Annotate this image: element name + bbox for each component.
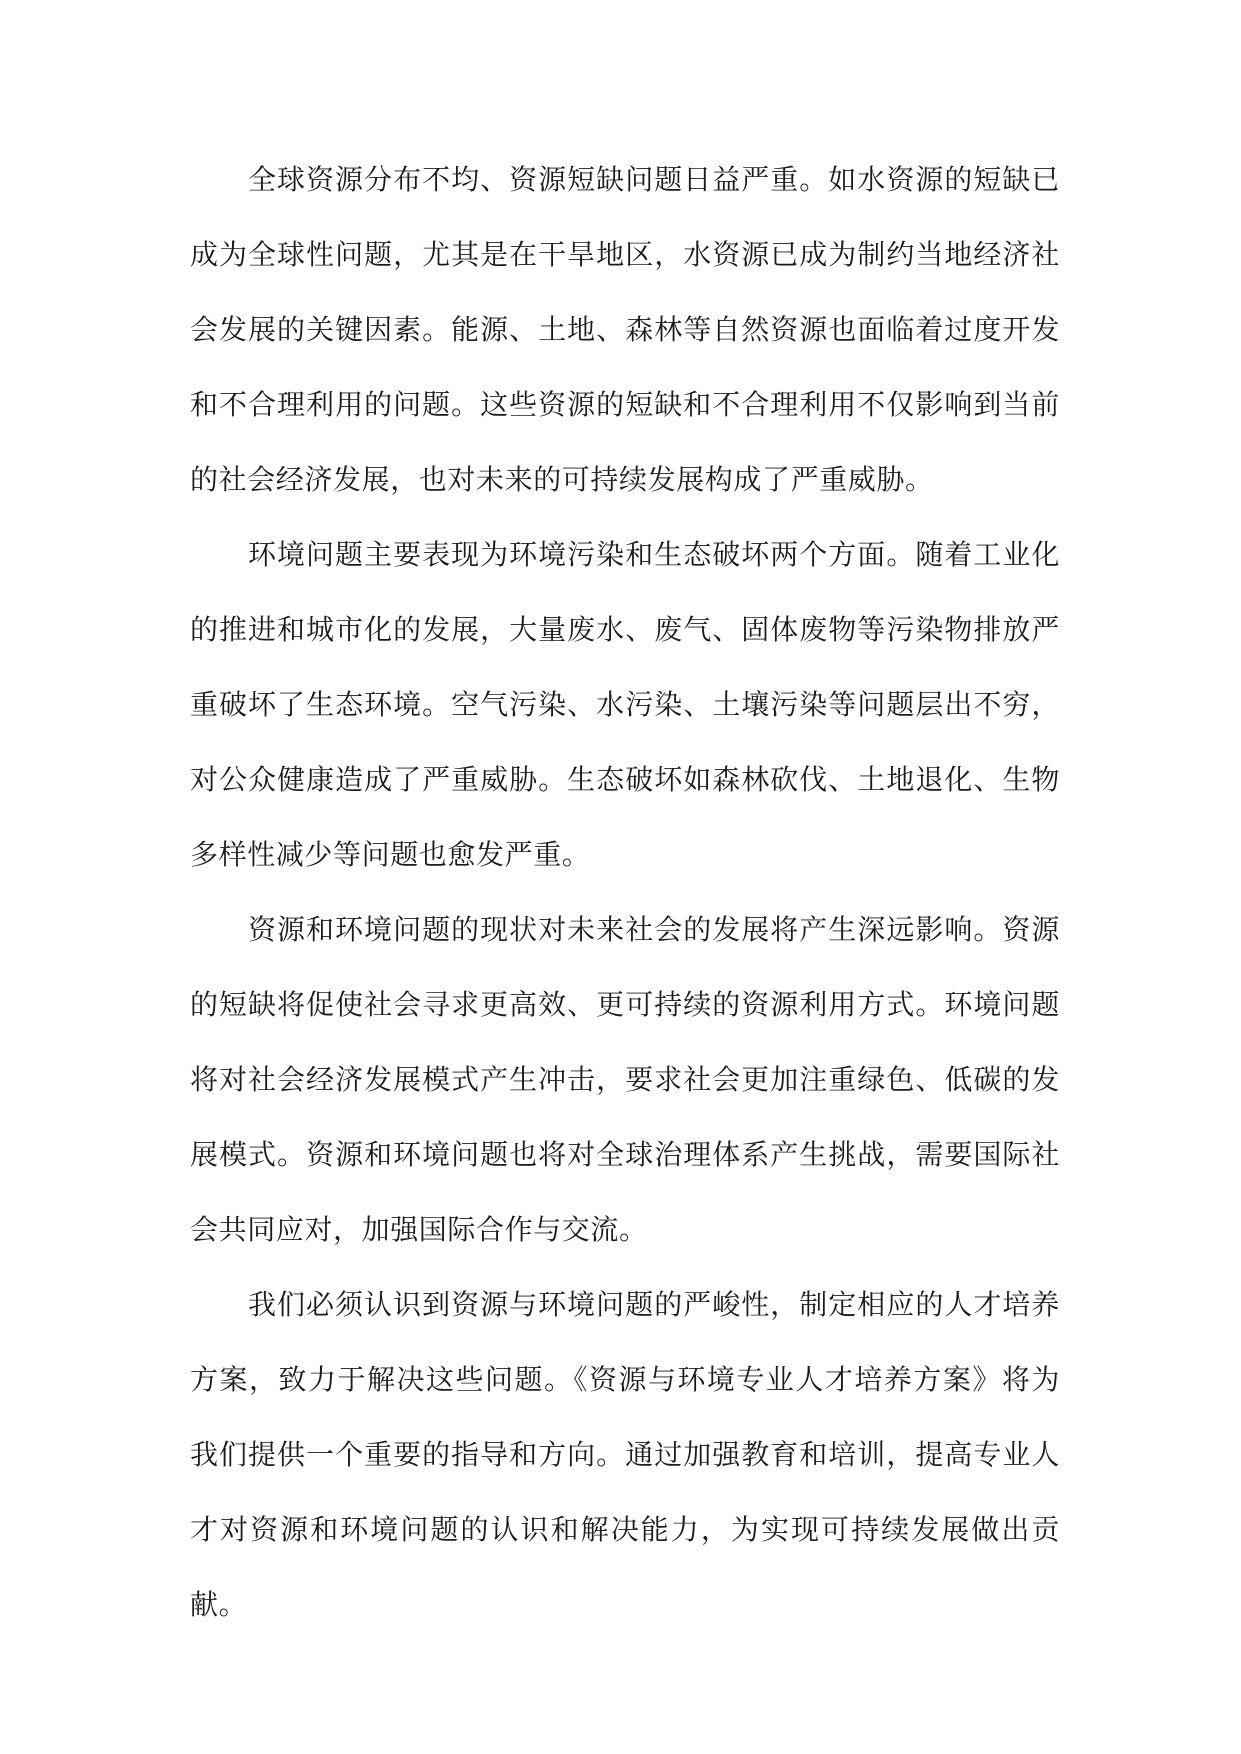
paragraph-environmental-problems: 环境问题主要表现为环境污染和生态破坏两个方面。随着工业化的推进和城市化的发展，大量废水、废气、固体废物等污染物排放严重破坏了生态环境。空气污染、水污染、土壤污染等问题层出不穷，对公众健康造成了严重威胁。生态破坏如森林砍伐、土地退化、生物多样性减少等问题也愈发严重。 [190, 538, 1060, 871]
paragraph-future-impact: 资源和环境问题的现状对未来社会的发展将产生深远影响。资源的短缺将促使社会寻求更高效、更可持续的资源利用方式。环境问题将对社会经济发展模式产生冲击，要求社会更加注重绿色、低碳的发展模式。资源和环境问题也将对全球治理体系产生挑战，需要国际社会共同应对，加强国际合作与交流。 [190, 913, 1060, 1246]
paragraph-resource-shortage: 全球资源分布不均、资源短缺问题日益严重。如水资源的短缺已成为全球性问题，尤其是在干旱地区，水资源已成为制约当地经济社会发展的关键因素。能源、土地、森林等自然资源也面临着过度开发和不合理利用的问题。这些资源的短缺和不合理利用不仅影响到当前的社会经济发展，也对未来的可持续发展构成了严重威胁。 [190, 163, 1060, 496]
document-body [190, 142, 1060, 1642]
paragraph-talent-training-plan: 我们必须认识到资源与环境问题的严峻性，制定相应的人才培养方案，致力于解决这些问题。《资源与环境专业人才培养方案》将为我们提供一个重要的指导和方向。通过加强教育和培训，提高专业人才对资源和环境问题的认识和解决能力，为实现可持续发展做出贡献。 [190, 1288, 1060, 1621]
